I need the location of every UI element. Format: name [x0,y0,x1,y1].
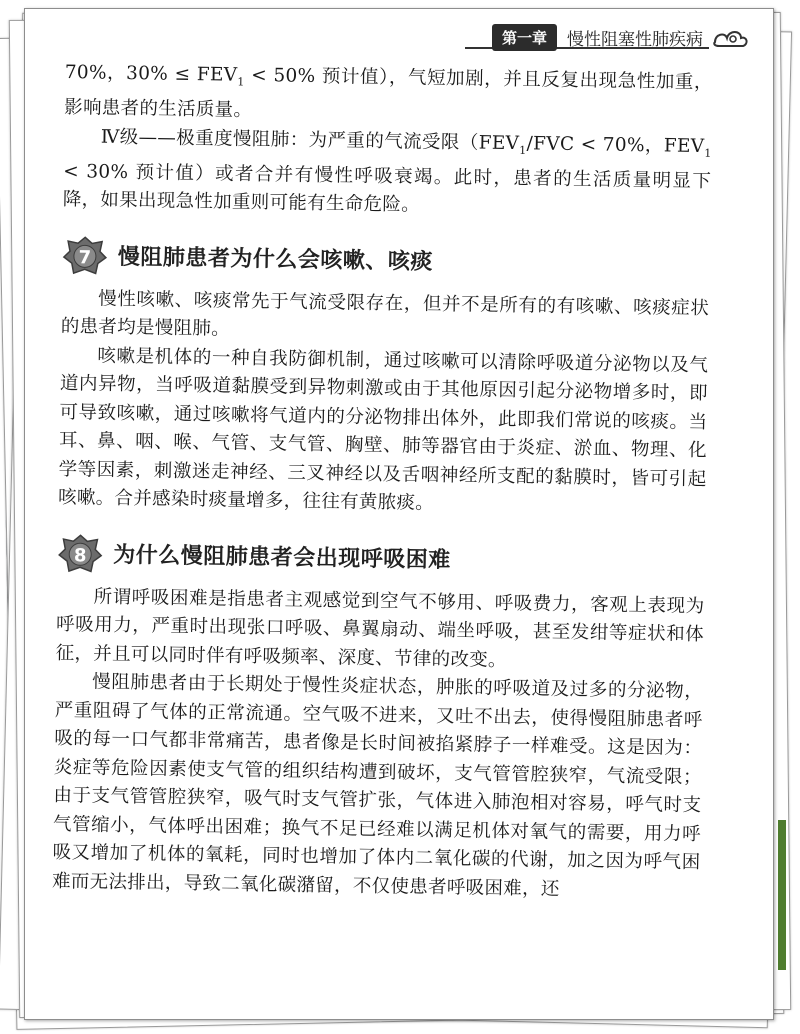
paragraph-stage4 [63,123,712,225]
section-number: 8 [73,545,87,567]
paragraph: 慢阻肺患者由于长期处于慢性炎症状态，肿胀的呼吸道及过多的分泌物，严重阻碍了气体的正常流通。空气吸不进来，又吐不出去，使得慢阻肺患者呼吸的每一口气都非常痛苦，患者像是长时间被掐紧脖子一样难受。这是因为：炎症等危险因素使支气管的组织结构遭到破坏，支气管管腔狭窄，气流受限；由于支气管管腔狭窄，吸气时支气管扩张，气体进入肺泡相对容易，呼气时支气管缩小，气体呼出困难；换气不足已经难以满足机体对氧气的需要，用力呼吸又增加了机体的氧耗，同时也增加了体内二氧化碳的代谢，加之因为呼气困难而无法排出，导致二氧化碳潴留，不仅使患者呼吸困难，还 [51,671,704,900]
cloud-ornament-icon [711,24,751,50]
section-title: 为什么慢阻肺患者会出现呼吸困难 [113,543,451,574]
chapter-title: 慢性阻塞性肺疾病 [567,29,703,50]
chapter-badge: 第一章 [492,24,557,51]
text-span: 70%，30% ≤ FEV [64,61,238,86]
section-number-badge-icon [57,533,104,574]
paragraph: 慢性咳嗽、咳痰常先于气流受限存在，但并不是所有的有咳嗽、咳痰症状的患者均是慢阻肺。 [60,288,710,340]
section-number-badge-icon [62,235,109,276]
paragraph-stage3-continued [64,59,713,133]
section-number: 7 [78,247,92,269]
page-content [52,59,713,906]
subscript: 1 [704,146,712,160]
text-span: /FVC < 70%，FEV [526,132,705,157]
section-heading-7 [62,235,711,285]
text-span: Ⅳ级——极重度慢阻肺：为严重的气流受限（FEV [100,126,520,154]
subscript: 1 [519,143,527,157]
book-page [24,8,774,1020]
page-edge-right-green [778,820,786,970]
running-header [492,19,751,55]
paragraph: 所谓呼吸困难是指患者主观感觉到空气不够用、呼吸费力，客观上表现为呼吸用力，严重时出现张口呼吸、鼻翼扇动、端坐呼吸，甚至发绀等症状和体征，并且可以同时伴有呼吸频率、深度、节律的改变。 [55,586,705,671]
text-span: < 30% 预计值）或者合并有慢性呼吸衰竭。此时，患者的生活质量明显下降，如果出现急性加重则可能有生命危险。 [62,160,712,216]
section-heading-8 [57,533,706,583]
paragraph: 咳嗽是机体的一种自我防御机制，通过咳嗽可以清除呼吸道分泌物以及气道内异物，当呼吸道黏膜受到异物刺激或由于其他原因引起分泌物增多时，即可导致咳嗽，通过咳嗽将气道内的分泌物排出体外，此即我们常说的咳痰。当耳、鼻、咽、喉、气管、支气管、胸壁、肺等器官由于炎症、淤血、物理、化学等因素，刺激迷走神经、三叉神经以及舌咽神经所支配的黏膜时，皆可引起咳嗽。合并感染时痰量增多，往往有黄脓痰。 [57,345,709,515]
section-title: 慢阻肺患者为什么会咳嗽、咳痰 [117,245,434,276]
text-span: < 50% 预计值），气短加剧，并且反复出现急性加重，影响患者的生活质量。 [64,64,713,122]
subscript: 1 [237,75,245,89]
